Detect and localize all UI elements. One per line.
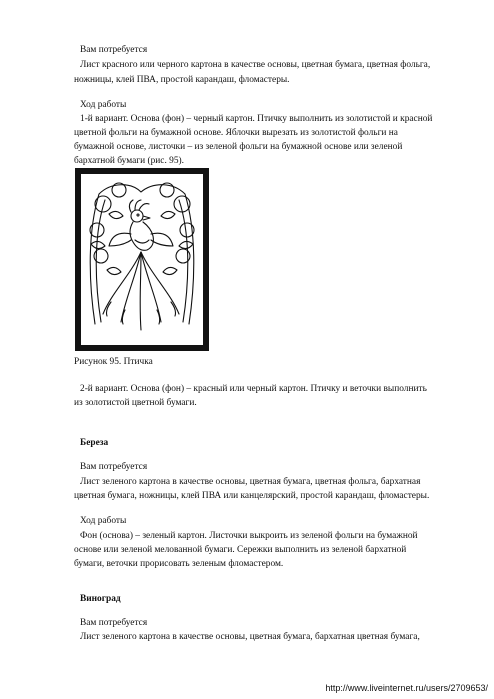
figure-caption: Рисунок 95. Птичка — [74, 357, 153, 367]
work-heading: Ход работы — [80, 100, 127, 110]
work-text-line: цветной фольги на бумажной основе. Яблочки вырезать из золотистой фольги на — [74, 128, 398, 138]
needs-text-line: цветная бумага, ножницы, клей ПВА или канцелярский, простой карандаш, фломастеры. — [74, 491, 430, 501]
work-text-line: бумажной основе, листочки – из зеленой фольги на бумажной основе или зеленой — [74, 142, 403, 152]
work-text-line: бархатной бумаги (рис. 95). — [74, 156, 184, 166]
variant2-text-line: 2-й вариант. Основа (фон) – красный или черный картон. Птичку и веточки выполнить — [80, 384, 427, 394]
needs-text-line: Лист зеленого картона в качестве основы, цветная бумага, бархатная цветная бумага, — [80, 632, 420, 642]
work-heading: Ход работы — [80, 516, 127, 526]
section-title-grapes: Виноград — [80, 594, 121, 604]
needs-text-line: Лист красного или черного картона в качестве основы, цветная бумага, цветная фольга, — [80, 60, 431, 70]
needs-heading: Вам потребуется — [80, 618, 148, 628]
needs-text-line: Лист зеленого картона в качестве основы, цветная бумага, цветная фольга, бархатная — [80, 477, 421, 487]
needs-heading: Вам потребуется — [80, 462, 148, 472]
figure-bird-canvas — [81, 174, 203, 345]
variant2-text-line: из золотистой цветной бумаги. — [74, 398, 197, 408]
bird-illustration — [81, 174, 203, 345]
work-text-line: основе или зеленой мелованной бумаги. Сережки выполнить из зеленой бархатной — [74, 545, 407, 555]
needs-heading: Вам потребуется — [80, 45, 148, 55]
figure-bird-frame — [75, 168, 209, 351]
work-text-line: Фон (основа) – зеленый картон. Листочки выкроить из зеленой фольги на бумажной — [80, 531, 418, 541]
section-title-birch: Береза — [80, 438, 109, 448]
needs-text-line: ножницы, клей ПВА, простой карандаш, фломастеры. — [74, 75, 290, 85]
work-text-line: бумаги, веточки прорисовать зеленым фломастером. — [74, 559, 284, 569]
work-text-line: 1-й вариант. Основа (фон) – черный картон. Птичку выполнить из золотистой и красной — [80, 114, 433, 124]
watermark-url: http://www.liveinternet.ru/users/2709653/ — [325, 683, 488, 693]
